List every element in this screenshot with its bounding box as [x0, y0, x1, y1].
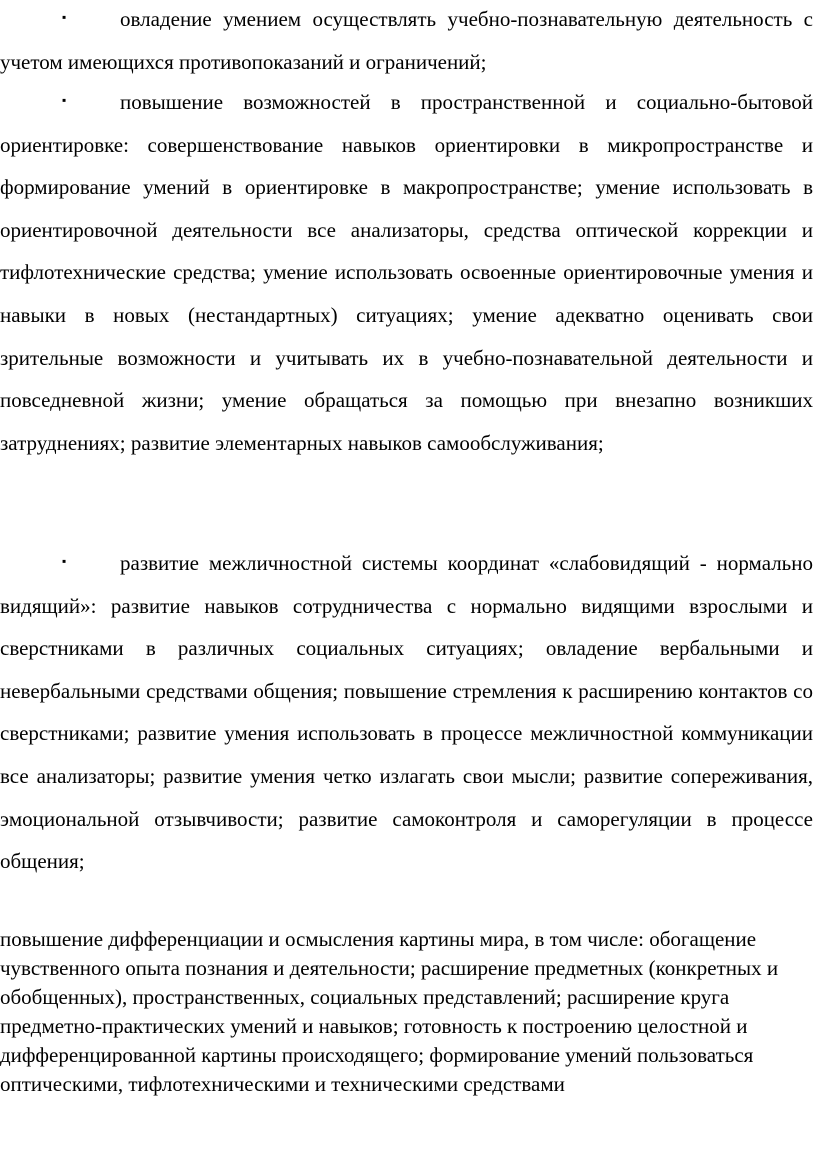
final-paragraph: повышение дифференциации и осмысления картины мира, в том числе: обогащение чувственного опыта познания и деятельности; расширение предметных (конкретных и обобщенных), пространственных, социальных представлений; расширение круга предметно-практических умений и навыков; готовность к построению целостной и дифференцированной картины происходящего; формирование умений пользоваться оптическими, тифлотехническими и техническими средствами: [0, 927, 779, 1096]
square-bullet-icon: ▪: [62, 93, 67, 107]
bullet-paragraph: [0, 81, 813, 464]
bullet-paragraph: [0, 542, 813, 883]
bullet-text: овладение умением осуществлять учебно-познавательную деятельность с учетом имеющихся противопоказаний и ограничений;: [0, 7, 813, 74]
bullet-text: повышение возможностей в пространственной и социально-бытовой ориентировке: совершенствование навыков ориентировки в микропространстве и формирование умений в ориентировке в макропространстве; умение использовать в ориентировочной деятельности все анализаторы, средства оптической коррекции и тифлотехнические средства; умение использовать освоенные ориентировочные умения и навыки в новых (нестандартных) ситуациях; умение адекватно оценивать свои зрительные возможности и учитывать их в учебно-познавательной деятельности и повседневной жизни; умение обращаться за помощью при внезапно возникших затруднениях; развитие элементарных навыков самообслуживания;: [0, 90, 813, 455]
square-bullet-icon: ▪: [62, 554, 67, 568]
bullet-text: развитие межличностной системы координат «слабовидящий - нормально видящий»: развитие навыков сотрудничества с нормально видящими взрослыми и сверстниками в различных социальных ситуациях; овладение вербальными и невербальными средствами общения; повышение стремления к расширению контактов со сверстниками; развитие умения использовать в процессе межличностной коммуникации все анализаторы; развитие умения четко излагать свои мысли; развитие сопереживания, эмоциональной отзывчивости; развитие самоконтроля и саморегуляции в процессе общения;: [0, 551, 813, 874]
square-bullet-icon: ▪: [62, 10, 67, 24]
bullet-paragraph: [0, 0, 813, 83]
